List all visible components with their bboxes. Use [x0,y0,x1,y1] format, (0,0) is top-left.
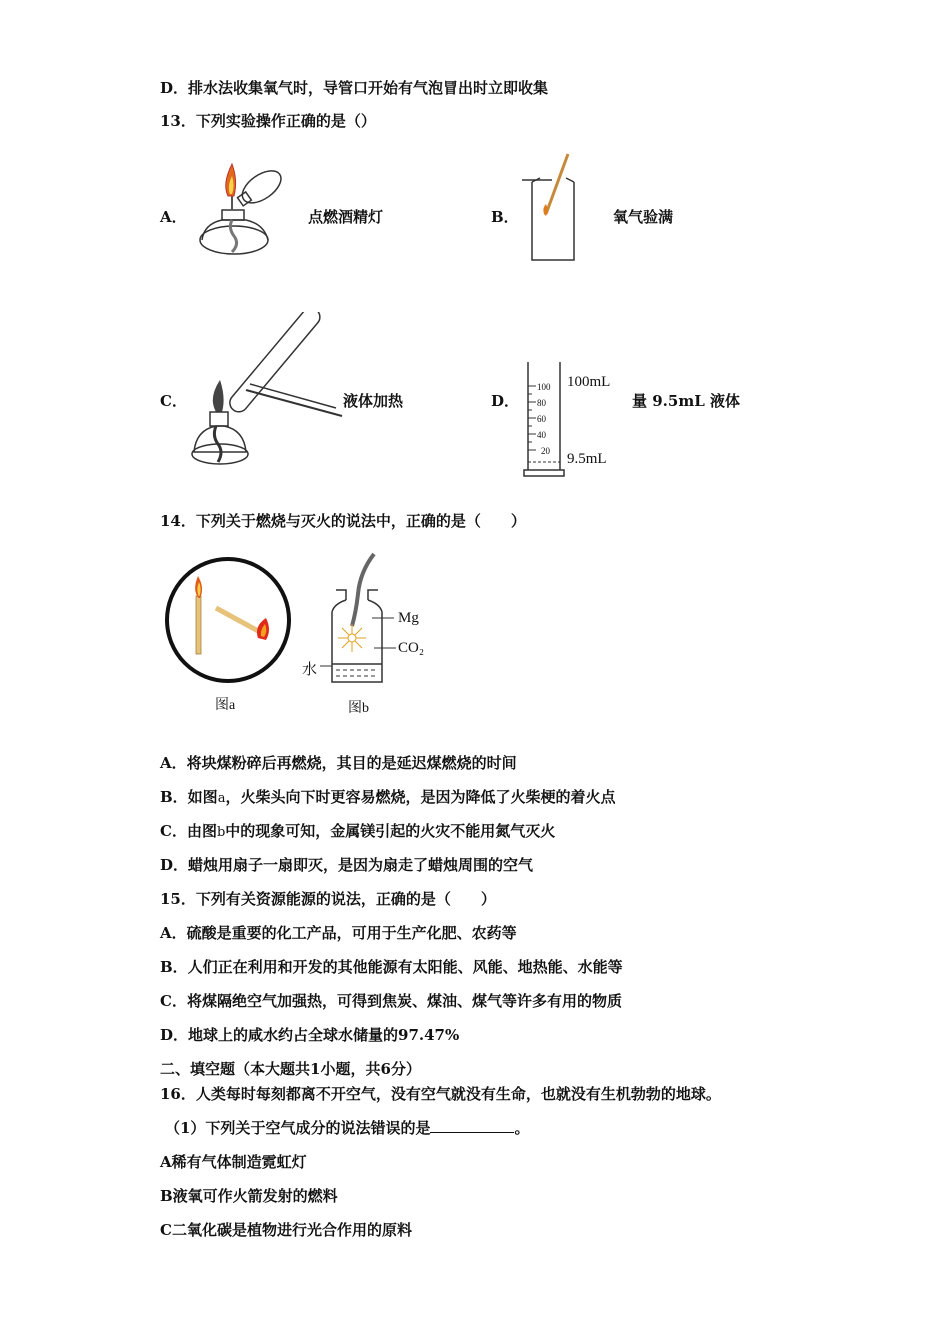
q15-option-b: B．人们正在利用和开发的其他能源有太阳能、风能、地热能、水能等 [160,958,623,976]
cylinder-tick: 80 [537,398,546,408]
q14-option-c-post: 中的现象可知，金属镁引起的火灾不能用氮气灭火 [225,822,556,840]
alcohol-lamp-lighting-illustration [192,158,302,266]
figure-b-caption: 图b [348,701,369,716]
cylinder-tick-labels [537,379,551,459]
q15-option-c: C．将煤隔绝空气加强热，可得到焦炭、煤油、煤气等许多有用的物质 [160,992,622,1010]
cylinder-tick: 40 [537,430,546,440]
q13-option-d-caption: 量 9.5mL 液体 [632,392,740,410]
q14-option-b-post: ，火柴头向下时更容易燃烧，是因为降低了火柴梗的着火点 [225,788,616,806]
q15-option-a: A．硫酸是重要的化工产品，可用于生产化肥、农药等 [160,924,517,942]
q16-stem: 16．人类每时每刻都离不开空气，没有空气就没有生命，也就没有生机勃勃的地球。 [160,1085,721,1103]
q13-stem: 13．下列实验操作正确的是（） [160,112,376,130]
q14-option-c-figref: b [216,825,226,840]
q14-stem: 14．下列关于燃烧与灭火的说法中，正确的是（ ） [160,512,526,530]
q16-part-1-text: （1）下列关于空气成分的说法错误的是 [165,1119,431,1137]
answer-blank[interactable] [430,1118,514,1133]
q14-option-c [160,821,555,843]
cylinder-tick: 100 [537,382,551,392]
q16-option-a: A稀有气体制造霓虹灯 [160,1153,307,1171]
q13-option-c-letter: C． [160,392,187,410]
q13-option-b-letter: B． [491,208,519,226]
label-mg: Mg [398,610,419,626]
matches-figure-a [162,556,296,686]
cylinder-top-label: 100mL [567,374,611,390]
q12-option-d: D．排水法收集氧气时，导管口开始有气泡冒出时立即收集 [160,79,549,97]
q16-option-b: B液氧可作火箭发射的燃料 [160,1187,338,1205]
label-water: 水 [302,662,318,678]
q13-option-d-letter: D． [491,392,520,410]
q13-option-b-caption: 氧气验满 [613,208,674,226]
q16-option-c: C二氧化碳是植物进行光合作用的原料 [160,1221,412,1239]
q14-option-c-pre: C．由图 [160,822,217,840]
test-tube-heating-illustration [186,312,346,474]
section-2-heading: 二、填空题（本大题共1小题，共6分） [160,1060,421,1078]
cylinder-tick: 60 [537,414,546,424]
q13-option-a-caption: 点燃酒精灯 [308,208,384,226]
figure-a-caption: 图a [215,698,236,713]
label-co2: CO₂ [398,640,425,656]
cylinder-bottom-label: 9.5mL [567,451,607,467]
q14-option-b-pre: B．如图 [160,788,218,806]
cylinder-tick: 20 [541,446,550,456]
q16-part-1-end: 。 [514,1119,530,1137]
q14-option-b [160,787,615,809]
q14-option-a: A．将块煤粉碎后再燃烧，其目的是延迟煤燃烧的时间 [160,754,517,772]
q14-option-d: D．蜡烛用扇子一扇即灭，是因为扇走了蜡烛周围的空气 [160,856,534,874]
q13-option-a-letter: A． [160,208,187,226]
q16-part-1 [165,1118,529,1138]
q13-option-c-caption: 液体加热 [343,392,404,410]
gas-bottle-oxygen-test-illustration [518,150,582,266]
q15-option-d: D．地球上的咸水约占全球水储量的97.47% [160,1026,460,1044]
q15-stem: 15．下列有关资源能源的说法，正确的是（ ） [160,890,496,908]
q14-option-b-figref: a [217,791,226,806]
